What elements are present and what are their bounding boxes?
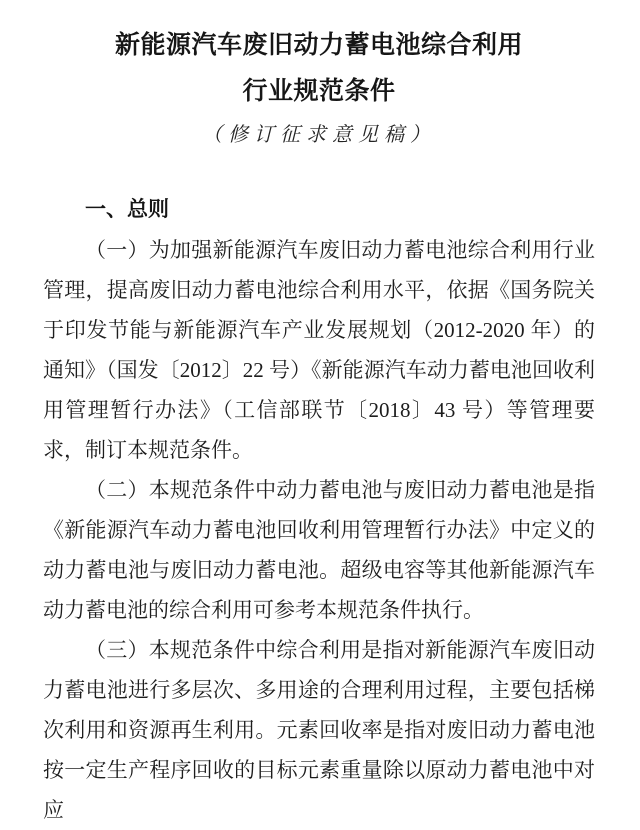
document-title	[43, 22, 595, 114]
paragraph-3: （三）本规范条件中综合利用是指对新能源汽车废旧动力蓄电池进行多层次、多用途的合理利用过程，主要包括梯次利用和资源再生利用。元素回收率是指对废旧动力蓄电池按一定生产程序回收的目标元素重量除以原动力蓄电池中对应	[43, 638, 595, 822]
document-subtitle: （修订征求意见稿）	[202, 124, 436, 146]
section-heading-general-provisions: 一、总则	[85, 198, 169, 221]
document-body	[43, 190, 595, 830]
document-title-line-2: 行业规范条件	[242, 77, 396, 105]
document-title-line-1: 新能源汽车废旧动力蓄电池综合利用	[114, 31, 523, 59]
paragraph-1: （一）为加强新能源汽车废旧动力蓄电池综合利用行业管理，提高废旧动力蓄电池综合利用水平，依据《国务院关于印发节能与新能源汽车产业发展规划（2012-2020 年）的通知》（国发〔2012〕22 号）《新能源汽车动力蓄电池回收利用管理暂行办法》（工信部联节〔2018〕43 号）等管理要求，制订本规范条件。	[43, 238, 595, 462]
paragraph-2: （二）本规范条件中动力蓄电池与废旧动力蓄电池是指《新能源汽车动力蓄电池回收利用管理暂行办法》中定义的动力蓄电池与废旧动力蓄电池。超级电容等其他新能源汽车动力蓄电池的综合利用可参考本规范条件执行。	[43, 478, 595, 622]
